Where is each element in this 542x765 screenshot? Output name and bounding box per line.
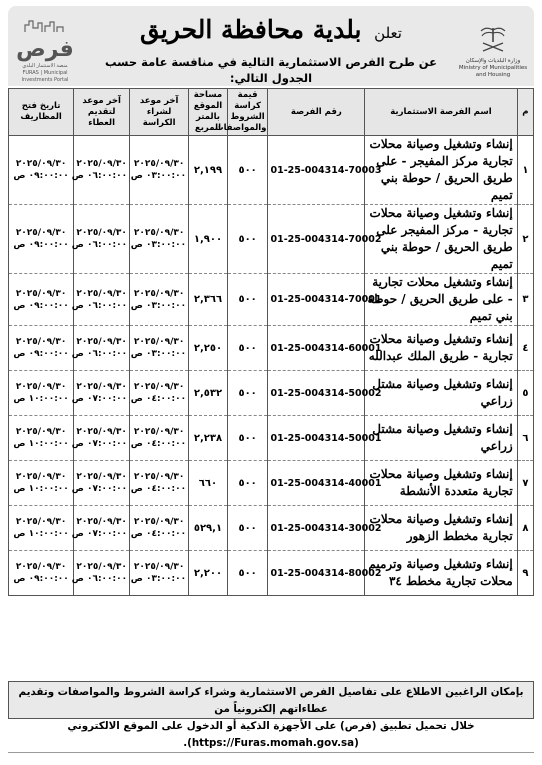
date: ٢٠٢٥/٠٩/٣٠: [133, 472, 185, 482]
row-no: ٧: [517, 461, 533, 506]
last-submit-cell: [71, 274, 130, 326]
last-buy-cell: [130, 326, 189, 371]
date: ٢٠٢٥/٠٩/٣٠: [76, 562, 127, 572]
last-submit-cell: [71, 551, 130, 596]
table-row: [9, 461, 534, 506]
area: ٢,٣٦٦: [189, 274, 228, 326]
footer-line-2: خلال تحميل تطبيق (فرص) على الأجهزة الذكية أو الدخول على الموقع الالكتروني (https://Furas.momah.gov.sa).: [67, 720, 475, 749]
last-buy-cell: [130, 461, 189, 506]
page-subtitle: عن طرح الفرص الاستثمارية التالية في منافسة عامة حسب الجدول التالي:: [104, 55, 437, 85]
fee: ٥٠٠: [227, 136, 268, 205]
open-cell: [9, 371, 74, 416]
date: ٢٠٢٥/٠٩/٣٠: [76, 337, 127, 347]
row-no: ٩: [517, 551, 533, 596]
date: ٢٠٢٥/٠٩/٣٠: [15, 382, 67, 392]
opportunity-name: إنشاء وتشغيل محلات تجارية - على طريق الحريق / حوطة بني تميم: [365, 274, 518, 326]
skyline-icon: [23, 19, 67, 33]
time: ٠٦:٠٠:٠٠ ص: [71, 349, 128, 359]
col-header-name: اسم الفرصة الاستثمارية: [365, 89, 518, 136]
table-row: [9, 551, 534, 596]
furas-subtitle-en: FURAS | Municipal Investments Portal: [21, 70, 69, 83]
time: ٠٤:٠٠:٠٠ ص: [130, 529, 187, 539]
last-buy-cell: [130, 136, 189, 205]
date: ٢٠٢٥/٠٩/٣٠: [15, 517, 67, 527]
col-header-no: م: [517, 89, 533, 136]
time: ٠٤:٠٠:٠٠ ص: [130, 394, 187, 404]
fee: ٥٠٠: [227, 416, 268, 461]
area: ٢,٢٠٠: [189, 551, 228, 596]
title-main: بلدية محافظة الحريق: [140, 15, 362, 44]
time: ٠٩:٠٠:٠٠ ص: [13, 574, 69, 584]
header-banner: [8, 6, 534, 86]
time: ٠٣:٠٠:٠٠ ص: [130, 171, 187, 181]
opportunity-code: 01-25-004314-70003: [268, 136, 365, 205]
open-cell: [9, 506, 74, 551]
open-cell: [9, 416, 74, 461]
date: ٢٠٢٥/٠٩/٣٠: [15, 427, 67, 437]
opportunity-name: إنشاء وتشغيل وصيانة مشتل زراعي: [365, 371, 518, 416]
time: ٠٧:٠٠:٠٠ ص: [71, 529, 128, 539]
date: ٢٠٢٥/٠٩/٣٠: [15, 337, 67, 347]
time: ٠٩:٠٠:٠٠ ص: [13, 171, 69, 181]
last-submit-cell: [71, 326, 130, 371]
ministry-logo: [458, 24, 528, 78]
col-header-open: تاريخ فتح المظاريف: [9, 89, 74, 136]
opportunity-code: 01-25-004314-70001: [268, 274, 365, 326]
ministry-name: وزارة البلديات والإسكان: [465, 58, 521, 64]
date: ٢٠٢٥/٠٩/٣٠: [76, 472, 127, 482]
row-no: ٢: [517, 205, 533, 274]
time: ٠٦:٠٠:٠٠ ص: [71, 574, 128, 584]
open-cell: [9, 274, 74, 326]
date: ٢٠٢٥/٠٩/٣٠: [133, 288, 185, 299]
time: ٠٩:٠٠:٠٠ ص: [13, 349, 69, 359]
opportunity-name: إنشاء وتشغيل وصيانة محلات تجارية - طريق الملك عبدالله: [365, 326, 518, 371]
open-cell: [9, 326, 74, 371]
open-cell: [9, 551, 74, 596]
area: ١,٩٠٠: [189, 205, 228, 274]
opportunity-code: 01-25-004314-40001: [268, 461, 365, 506]
fee: ٥٠٠: [227, 506, 268, 551]
row-no: ٥: [517, 371, 533, 416]
date: ٢٠٢٥/٠٩/٣٠: [15, 472, 67, 482]
last-buy-cell: [130, 416, 189, 461]
table-row: [9, 506, 534, 551]
date: ٢٠٢٥/٠٩/٣٠: [133, 382, 185, 392]
open-cell: [9, 205, 74, 274]
row-no: ٤: [517, 326, 533, 371]
last-buy-cell: [130, 551, 189, 596]
date: ٢٠٢٥/٠٩/٣٠: [76, 159, 127, 169]
row-no: ٣: [517, 274, 533, 326]
last-submit-cell: [71, 136, 130, 205]
date: ٢٠٢٥/٠٩/٣٠: [133, 562, 185, 572]
fee: ٥٠٠: [227, 205, 268, 274]
time: ٠٩:٠٠:٠٠ ص: [13, 240, 69, 250]
opportunity-code: 01-25-004314-70002: [268, 205, 365, 274]
fee: ٥٠٠: [227, 551, 268, 596]
area: ٢,٢٣٨: [189, 416, 228, 461]
col-header-last-buy: آخر موعد لشراء الكراسة: [130, 89, 189, 136]
area: ٢,٥٣٢: [189, 371, 228, 416]
time: ٠٧:٠٠:٠٠ ص: [71, 439, 128, 449]
date: ٢٠٢٥/٠٩/٣٠: [76, 228, 127, 238]
date: ٢٠٢٥/٠٩/٣٠: [133, 427, 185, 437]
time: ٠٦:٠٠:٠٠ ص: [71, 240, 128, 250]
title-lead: تعلن: [374, 24, 402, 42]
opportunity-name: إنشاء وتشغيل وصيانة محلات تجارية متعددة الأنشطة: [365, 461, 518, 506]
opportunity-code: 01-25-004314-50001: [268, 416, 365, 461]
opportunity-code: 01-25-004314-80002: [268, 551, 365, 596]
col-header-fee: قيمة كراسة الشروط والمواصفات: [227, 89, 268, 136]
ministry-name-en: Ministry of Municipalities and Housing: [458, 65, 528, 78]
date: ٢٠٢٥/٠٩/٣٠: [133, 159, 185, 169]
last-submit-cell: [71, 371, 130, 416]
last-submit-cell: [71, 506, 130, 551]
col-header-code: رقم الفرصة: [268, 89, 365, 136]
area: ٢,٢٥٠: [189, 326, 228, 371]
col-header-area: مساحة الموقع بالمتر المربع: [189, 89, 228, 136]
last-buy-cell: [130, 371, 189, 416]
date: ٢٠٢٥/٠٩/٣٠: [15, 159, 67, 169]
furas-brand: فرص: [16, 37, 74, 62]
date: ٢٠٢٥/٠٩/٣٠: [133, 228, 185, 238]
time: ١٠:٠٠:٠٠ ص: [13, 439, 69, 449]
date: ٢٠٢٥/٠٩/٣٠: [76, 382, 127, 392]
date: ٢٠٢٥/٠٩/٣٠: [76, 288, 127, 299]
date: ٢٠٢٥/٠٩/٣٠: [15, 562, 67, 572]
opportunity-name: إنشاء وتشغيل وصيانة مشتل زراعي: [365, 416, 518, 461]
open-cell: [9, 136, 74, 205]
last-buy-cell: [130, 205, 189, 274]
table-row: [9, 274, 534, 326]
time: ١٠:٠٠:٠٠ ص: [13, 529, 69, 539]
furas-logo: [14, 18, 76, 83]
table-row: [9, 136, 534, 205]
date: ٢٠٢٥/٠٩/٣٠: [76, 427, 127, 437]
time: ٠٧:٠٠:٠٠ ص: [71, 394, 128, 404]
area: ٦٦٠: [189, 461, 228, 506]
col-header-last-submit: آخر موعد لتقديم العطاء: [74, 89, 130, 136]
last-buy-cell: [130, 506, 189, 551]
time: ٠٦:٠٠:٠٠ ص: [71, 171, 128, 181]
last-submit-cell: [71, 205, 130, 274]
bottom-divider: [8, 752, 534, 753]
last-submit-cell: [71, 416, 130, 461]
time: ١٠:٠٠:٠٠ ص: [13, 484, 69, 494]
table-header-row: [9, 89, 534, 136]
opportunity-name: إنشاء وتشغيل وصيانة وترميم محلات تجارية مخطط ٣٤: [365, 551, 518, 596]
date: ٢٠٢٥/٠٩/٣٠: [15, 228, 67, 238]
fee: ٥٠٠: [227, 371, 268, 416]
furas-subtitle: منصة الاستثمار البلدي: [22, 63, 68, 69]
table-row: [9, 326, 534, 371]
time: ٠٤:٠٠:٠٠ ص: [130, 484, 187, 494]
footer-line-1: بإمكان الراغبين الاطلاع على تفاصيل الفرص الاستثمارية وشراء كراسة الشروط والمواصفات وتقديم عطاءاتهم إلكترونياً من: [18, 686, 524, 715]
opportunity-name: إنشاء وتشغيل وصيانة محلات تجارية - مركز المفيجر على طريق الحريق / حوطة بني تميم: [365, 205, 518, 274]
fee: ٥٠٠: [227, 326, 268, 371]
table-row: [9, 416, 534, 461]
time: ٠٣:٠٠:٠٠ ص: [130, 574, 187, 584]
opportunity-name: إنشاء وتشغيل وصيانة محلات تجارية مركز المفيجر - على طريق الحريق / حوطة بني تميم: [365, 136, 518, 205]
open-cell: [9, 461, 74, 506]
footer-notice: [8, 681, 534, 749]
date: ٢٠٢٥/٠٩/٣٠: [133, 517, 185, 527]
row-no: ٨: [517, 506, 533, 551]
opportunities-table: [8, 88, 534, 596]
table-row: [9, 205, 534, 274]
opportunity-code: 01-25-004314-30002: [268, 506, 365, 551]
time: ٠٣:٠٠:٠٠ ص: [130, 300, 187, 311]
opportunity-name: إنشاء وتشغيل وصيانة محلات تجارية مخطط الزهور: [365, 506, 518, 551]
time: ٠٧:٠٠:٠٠ ص: [71, 484, 128, 494]
date: ٢٠٢٥/٠٩/٣٠: [133, 337, 185, 347]
date: ٢٠٢٥/٠٩/٣٠: [15, 288, 67, 299]
last-buy-cell: [130, 274, 189, 326]
time: ٠٣:٠٠:٠٠ ص: [130, 349, 187, 359]
time: ١٠:٠٠:٠٠ ص: [13, 394, 69, 404]
fee: ٥٠٠: [227, 461, 268, 506]
row-no: ٦: [517, 416, 533, 461]
last-submit-cell: [71, 461, 130, 506]
page-title: [88, 14, 454, 49]
time: ٠٩:٠٠:٠٠ ص: [13, 300, 69, 311]
area: ٢,١٩٩: [189, 136, 228, 205]
fee: ٥٠٠: [227, 274, 268, 326]
time: ٠٤:٠٠:٠٠ ص: [130, 439, 187, 449]
time: ٠٣:٠٠:٠٠ ص: [130, 240, 187, 250]
palm-swords-icon: [476, 24, 510, 54]
table-row: [9, 371, 534, 416]
opportunity-code: 01-25-004314-50002: [268, 371, 365, 416]
date: ٢٠٢٥/٠٩/٣٠: [76, 517, 127, 527]
time: ٠٦:٠٠:٠٠ ص: [71, 300, 128, 311]
area: ٥٢٩,١: [189, 506, 228, 551]
row-no: ١: [517, 136, 533, 205]
opportunity-code: 01-25-004314-60001: [268, 326, 365, 371]
